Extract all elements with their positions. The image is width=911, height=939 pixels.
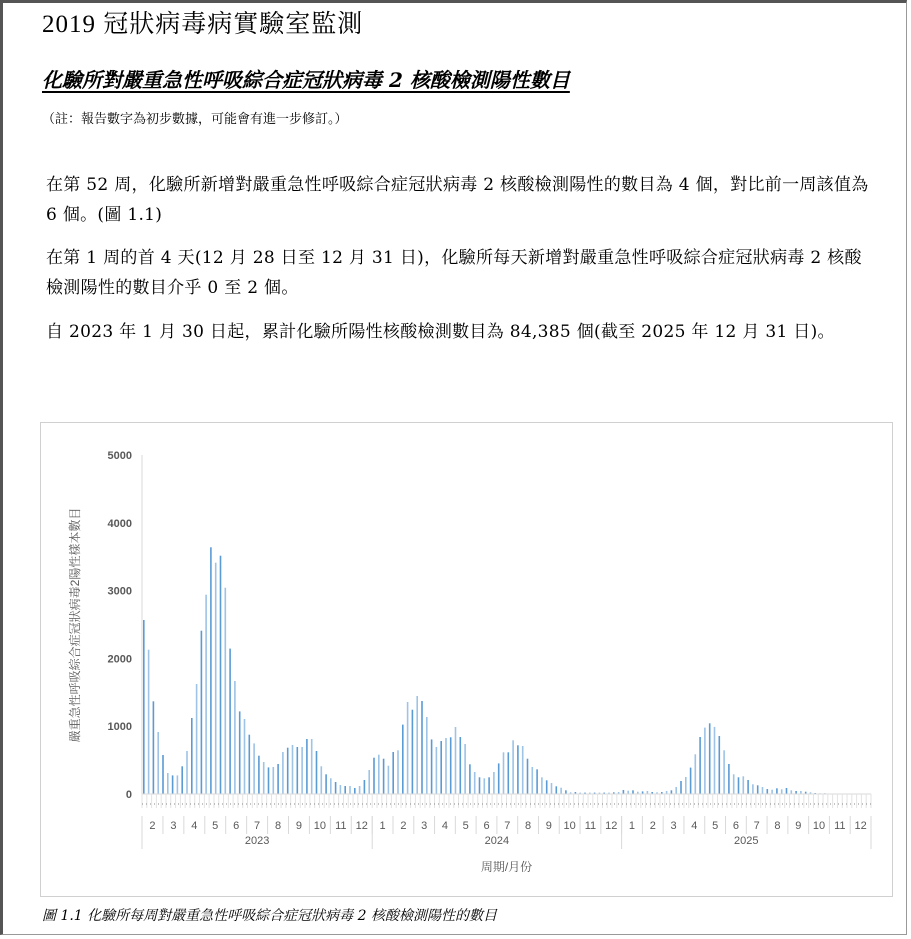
bar xyxy=(416,696,418,794)
bar xyxy=(186,751,188,794)
bar xyxy=(412,710,414,794)
bar xyxy=(359,786,361,794)
month-label: 4 xyxy=(691,820,698,832)
bar xyxy=(690,768,692,794)
bar xyxy=(273,767,275,794)
month-label: 2 xyxy=(400,820,407,832)
year-label: 2024 xyxy=(484,835,510,847)
bar xyxy=(349,786,351,794)
bar xyxy=(354,788,356,794)
bar xyxy=(205,595,207,794)
bar xyxy=(695,754,697,794)
bar xyxy=(699,737,701,794)
bar xyxy=(311,739,313,794)
y-tick-label: 2000 xyxy=(107,653,132,666)
month-label: 5 xyxy=(212,820,219,832)
bar xyxy=(181,766,183,794)
bar xyxy=(268,767,270,794)
month-label: 10 xyxy=(313,820,327,832)
bar xyxy=(191,718,193,794)
bar xyxy=(493,772,495,794)
bar xyxy=(752,784,754,794)
bar xyxy=(757,785,759,794)
bar xyxy=(675,787,677,794)
bar xyxy=(244,719,246,794)
bar xyxy=(234,681,236,794)
bar xyxy=(306,739,308,794)
month-label: 2 xyxy=(149,820,156,832)
bar xyxy=(388,766,390,794)
bar xyxy=(445,738,447,794)
note: （註：報告數字為初步數據，可能會有進一步修訂。） xyxy=(42,112,348,127)
bar xyxy=(373,758,375,794)
bar xyxy=(786,788,788,794)
bar xyxy=(455,727,457,794)
bar xyxy=(436,747,438,794)
y-tick-label: 3000 xyxy=(107,585,132,598)
bar xyxy=(680,781,682,794)
bar xyxy=(297,747,299,794)
month-label: 11 xyxy=(584,820,597,832)
bar xyxy=(407,702,409,794)
bar xyxy=(541,777,543,794)
bar xyxy=(157,732,159,794)
month-label: 6 xyxy=(233,820,240,832)
bar xyxy=(551,783,553,794)
bar xyxy=(172,775,174,794)
bar xyxy=(565,790,567,794)
bar xyxy=(671,790,673,794)
bar xyxy=(325,774,327,794)
bar xyxy=(258,756,260,794)
bar xyxy=(340,785,342,794)
month-label: 5 xyxy=(462,820,469,832)
month-label: 3 xyxy=(170,820,177,832)
bar xyxy=(450,737,452,794)
bar xyxy=(215,563,217,794)
y-tick-label: 1000 xyxy=(107,721,132,734)
bar xyxy=(632,790,634,794)
bar xyxy=(623,790,625,794)
bar xyxy=(383,759,385,794)
bar xyxy=(162,755,164,794)
bar xyxy=(148,650,150,794)
month-label: 9 xyxy=(795,820,802,832)
month-label: 6 xyxy=(483,820,490,832)
figure-caption: 圖 1.1 化驗所每周對嚴重急性呼吸綜合症冠狀病毒 2 核酸檢測陽性的數目 xyxy=(42,908,497,924)
month-label: 10 xyxy=(563,820,576,832)
bar xyxy=(714,727,716,794)
bar xyxy=(368,770,370,794)
bar xyxy=(263,762,265,794)
bar xyxy=(201,631,203,794)
y-tick-label: 5000 xyxy=(107,450,132,462)
month-label: 8 xyxy=(525,820,532,832)
bar xyxy=(560,788,562,794)
month-label: 12 xyxy=(605,820,618,832)
bar xyxy=(196,684,198,794)
paragraph-weekly: 在第 52 周，化驗所新增對嚴重急性呼吸綜合症冠狀病毒 2 核酸檢測陽性的數目為 4 個，對比前一周該值為 6 個。(圖 1.1) xyxy=(46,175,869,225)
bar xyxy=(771,790,773,794)
bar xyxy=(344,786,346,794)
bar xyxy=(239,711,241,794)
bar xyxy=(738,777,740,794)
bar xyxy=(536,769,538,794)
bar xyxy=(277,764,279,794)
bar xyxy=(392,752,394,794)
bar xyxy=(719,736,721,794)
bar xyxy=(292,745,294,794)
bar-chart xyxy=(41,423,894,898)
bar xyxy=(167,773,169,794)
bar xyxy=(469,764,471,794)
bar xyxy=(508,752,510,794)
y-tick-label: 0 xyxy=(125,789,132,801)
bar xyxy=(484,778,486,794)
bar xyxy=(397,750,399,794)
month-label: 12 xyxy=(355,820,368,832)
bar xyxy=(253,743,255,794)
bar xyxy=(728,764,730,794)
bar xyxy=(460,737,462,794)
paragraph-daily: 在第 1 周的首 4 天(12 月 28 日至 12 月 31 日)，化驗所每天新增對嚴重急性呼吸綜合症冠狀病毒 2 核酸檢測陽性的數目介乎 0 至 2 個。 xyxy=(46,248,862,298)
bar xyxy=(378,755,380,794)
bar xyxy=(512,740,514,794)
bar xyxy=(287,748,289,794)
bar xyxy=(723,750,725,794)
bar xyxy=(210,547,212,794)
bar xyxy=(747,780,749,794)
month-label: 7 xyxy=(504,820,511,832)
bar xyxy=(426,717,428,794)
bar xyxy=(709,723,711,794)
bar xyxy=(143,620,145,794)
month-label: 12 xyxy=(854,820,867,832)
month-label: 5 xyxy=(712,820,719,832)
bar xyxy=(498,763,500,794)
month-label: 11 xyxy=(834,820,846,832)
bar xyxy=(685,777,687,794)
month-label: 10 xyxy=(812,820,826,832)
bar xyxy=(704,728,706,794)
bar xyxy=(546,780,548,794)
bar xyxy=(532,767,534,794)
month-label: 2 xyxy=(649,820,656,832)
paragraph-cumulative: 自 2023 年 1 月 30 日起，累計化驗所陽性核酸檢測數目為 84,385 個(截至 2025 年 12 月 31 日)。 xyxy=(46,322,835,342)
bar xyxy=(791,790,793,794)
bar xyxy=(301,747,303,794)
chart-container xyxy=(40,422,893,897)
bar xyxy=(177,775,179,794)
bar xyxy=(220,556,222,794)
month-label: 8 xyxy=(774,820,781,832)
y-tick-label: 4000 xyxy=(107,517,132,530)
bar xyxy=(153,701,155,794)
bar xyxy=(402,725,404,794)
month-label: 11 xyxy=(335,820,347,832)
bar xyxy=(556,786,558,794)
bar xyxy=(229,649,231,794)
bar xyxy=(767,789,769,794)
bar xyxy=(781,789,783,794)
bar xyxy=(733,774,735,794)
month-label: 4 xyxy=(441,820,449,832)
bar xyxy=(743,776,745,794)
bar xyxy=(464,744,466,794)
month-label: 7 xyxy=(254,820,261,832)
bar xyxy=(249,735,251,794)
bar xyxy=(517,745,519,794)
month-label: 4 xyxy=(191,820,198,832)
month-label: 1 xyxy=(379,820,386,832)
bar xyxy=(364,780,366,794)
bar xyxy=(431,739,433,794)
bar xyxy=(522,746,524,794)
bar xyxy=(225,588,227,794)
bar xyxy=(335,782,337,794)
month-label: 3 xyxy=(670,820,677,832)
bar xyxy=(488,777,490,794)
month-label: 8 xyxy=(274,820,282,832)
month-label: 7 xyxy=(753,820,760,832)
bar xyxy=(479,777,481,794)
month-label: 6 xyxy=(732,820,739,832)
month-label: 3 xyxy=(421,820,428,832)
bar xyxy=(762,787,764,794)
section-heading: 化驗所對嚴重急性呼吸綜合症冠狀病毒 2 核酸檢測陽性數目 xyxy=(42,68,570,92)
bar xyxy=(282,752,284,794)
y-axis-title: 嚴重急性呼吸綜合症冠狀病毒2陽性樣本數目 xyxy=(68,507,82,743)
year-label: 2023 xyxy=(244,835,270,847)
month-label: 9 xyxy=(545,820,552,832)
x-axis-title: 周期/月份 xyxy=(480,860,533,874)
bar xyxy=(776,788,778,794)
bar xyxy=(440,741,442,794)
bar xyxy=(503,752,505,794)
month-label: 9 xyxy=(295,820,303,832)
month-label: 1 xyxy=(628,820,636,832)
bar xyxy=(421,701,423,794)
bar xyxy=(527,759,529,794)
bar xyxy=(330,778,332,794)
bar xyxy=(316,751,318,794)
bar xyxy=(321,766,323,794)
page-title: 2019 冠狀病毒病實驗室監測 xyxy=(42,11,364,38)
bar xyxy=(474,772,476,794)
year-label: 2025 xyxy=(734,835,759,847)
